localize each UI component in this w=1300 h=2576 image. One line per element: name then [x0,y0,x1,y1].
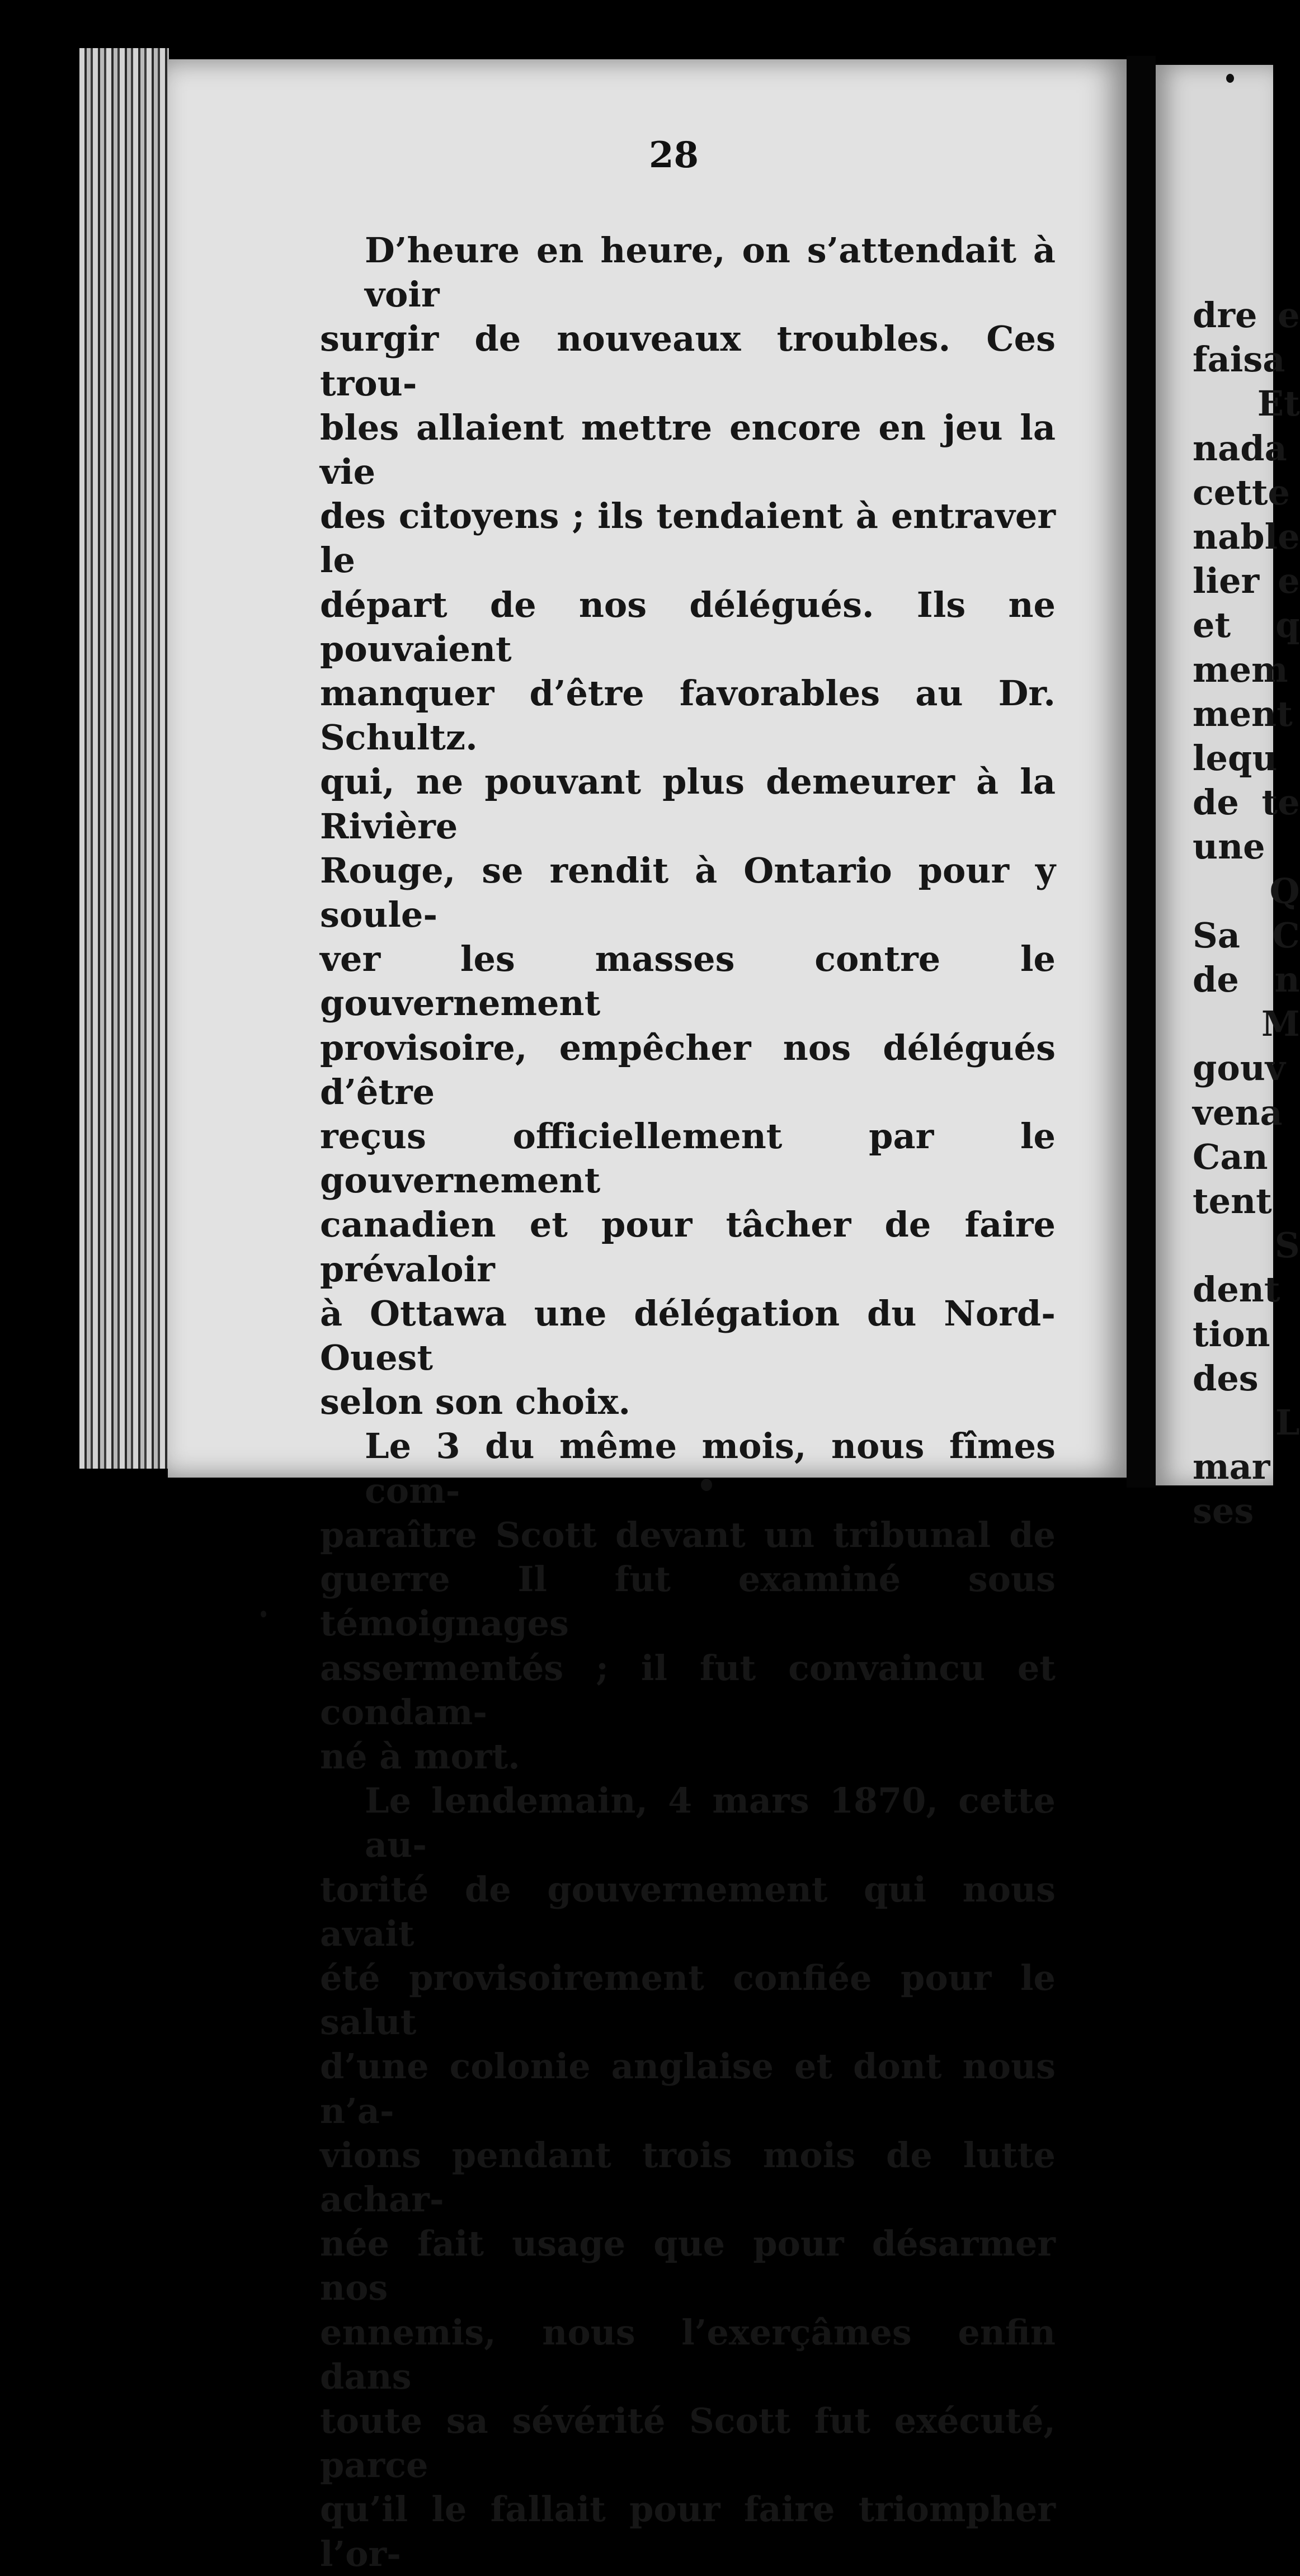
text-line: été provisoirement confiée pour le salut [320,1957,1056,2043]
text-line: ment [1193,693,1293,734]
text-line: reçus officiellement par le gouvernement [320,1116,1056,1201]
text-line: paraître Scott devant un tribunal de [320,1514,1056,1555]
text-line: assermentés ; il fut convaincu et condam- [320,1647,1056,1733]
text-line: Et [1193,383,1300,424]
text-line: Sa C [1193,914,1300,956]
text-line: selon son choix. [320,1381,631,1423]
text-line: cette [1193,471,1290,513]
text-line: Le 3 du même mois, nous fîmes com- [365,1426,1056,1511]
text-line: née fait usage que pour désarmer nos [320,2223,1056,2309]
page-number: 28 [649,134,699,176]
text-line: dre e [1193,295,1300,336]
left-page-text [320,228,1056,2576]
text-line: Q [1193,870,1300,912]
text-line: dent [1193,1269,1280,1310]
text-line: de te [1193,782,1300,823]
text-line: et q [1193,605,1300,646]
text-line: bles allaient mettre encore en jeu la vie [320,407,1056,493]
text-line: S [1193,1225,1300,1266]
book-page-edges [79,48,169,1469]
text-line: ses [1193,1490,1254,1532]
text-line: tent [1193,1181,1272,1222]
text-line: qu’il le fallait pour faire triompher l’or- [320,2489,1056,2574]
ink-speck [261,1611,266,1617]
text-line: mem [1193,649,1288,690]
text-line: surgir de nouveaux troubles. Ces trou- [320,318,1056,404]
text-line: vena [1193,1092,1283,1133]
text-line: canadien et pour tâcher de faire prévaloir [320,1204,1056,1290]
text-line: lier e [1193,560,1300,602]
text-line: faisa [1193,339,1285,380]
text-line: manquer d’être favorables au Dr. Schultz. [320,673,1056,758]
text-line: lequ [1193,738,1278,779]
text-line: de n [1193,959,1300,1001]
text-line: ver les masses contre le gouvernement [320,938,1056,1024]
text-line: ennemis, nous l’exerçâmes enfin dans [320,2311,1056,2397]
text-line: tion [1193,1313,1270,1355]
text-line: gouv [1193,1048,1285,1089]
text-line: torité de gouvernement qui nous avait [320,1869,1056,1954]
text-line: vions pendant trois mois de lutte achar- [320,2134,1056,2220]
text-line: guerre Il fut examiné sous témoignages [320,1559,1056,1644]
text-line: Rouge, se rendit à Ontario pour y soule- [320,850,1056,936]
text-line: qui, ne pouvant plus demeurer à la Rivière [320,761,1056,847]
right-page-text [1193,293,1300,1534]
text-line: nable [1193,516,1300,558]
text-line: Le lendemain, 4 mars 1870, cette au- [365,1780,1056,1866]
text-line: Can [1193,1136,1268,1177]
text-line: provisoire, empêcher nos délégués d’être [320,1027,1056,1112]
text-line: M [1193,1003,1300,1045]
book-gutter [1127,56,1156,1488]
text-line: une [1193,826,1265,867]
ink-speck [701,1479,712,1491]
text-line: d’une colonie anglaise et dont nous n’a- [320,2046,1056,2131]
text-line: L [1193,1402,1300,1443]
text-line: des [1193,1357,1259,1399]
text-line: D’heure en heure, on s’attendait à voir [365,230,1056,315]
text-line: départ de nos délégués. Ils ne pouvaient [320,584,1056,669]
ink-speck [1226,74,1234,83]
text-line: nada [1193,427,1287,469]
text-line: né à mort. [320,1735,520,1777]
text-line: des citoyens ; ils tendaient à entraver le [320,496,1056,581]
text-line: toute sa sévérité Scott fut exécuté, parce [320,2400,1056,2486]
text-line: à Ottawa une délégation du Nord-Ouest [320,1292,1056,1379]
right-page [1156,65,1300,1532]
text-line: mar [1193,1446,1270,1488]
